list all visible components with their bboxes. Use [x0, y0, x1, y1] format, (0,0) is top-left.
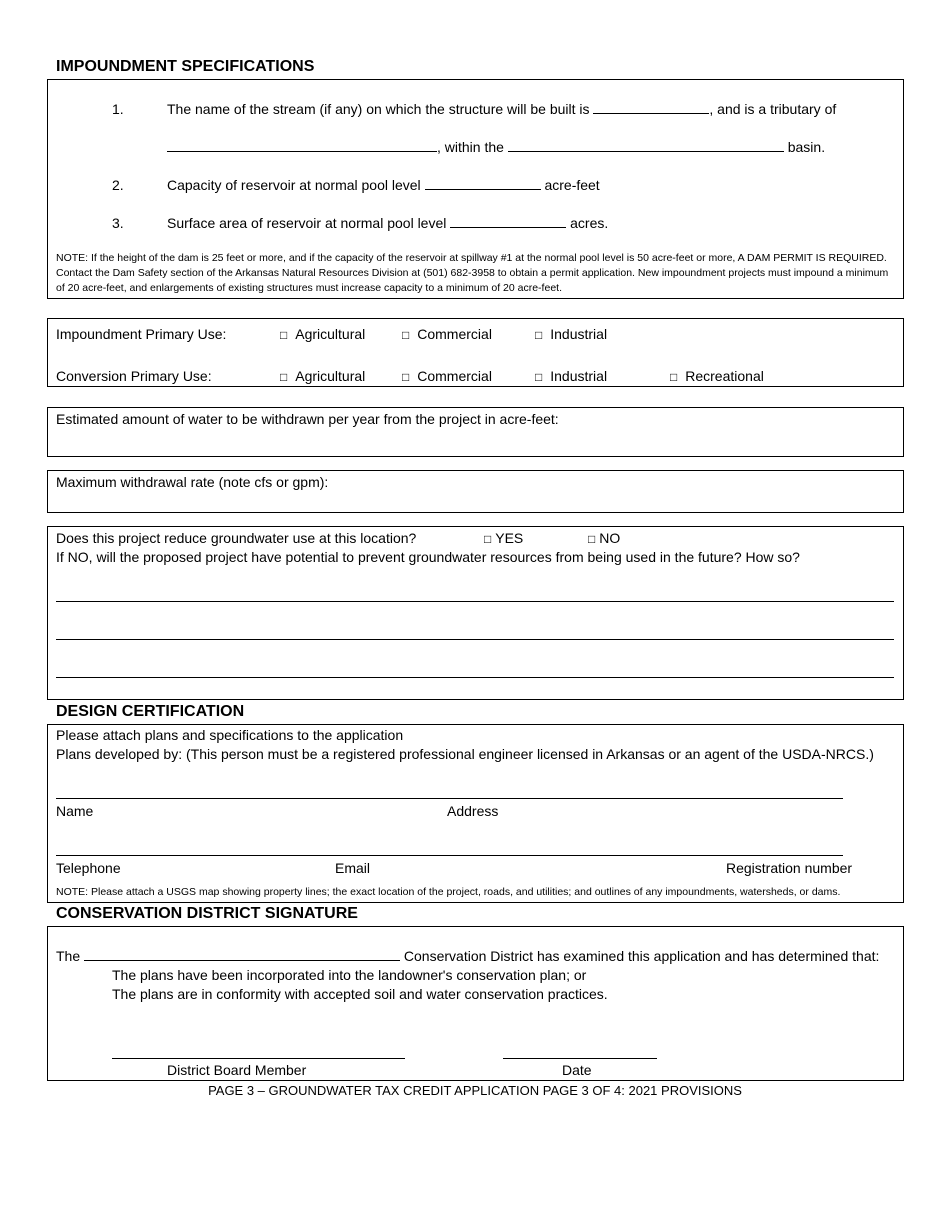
option-label: Agricultural: [295, 368, 366, 384]
answer-line[interactable]: [56, 677, 894, 678]
stream-name-field[interactable]: [593, 101, 709, 114]
checkbox-icon[interactable]: □: [588, 532, 596, 546]
determination-option-2: The plans are in conformity with accepted soil and water conservation practices.: [112, 986, 608, 1002]
district-name-field[interactable]: [84, 948, 400, 961]
basin-field[interactable]: [508, 139, 784, 152]
option-label: YES: [495, 530, 524, 546]
option-label: Commercial: [417, 326, 492, 342]
water-estimate-label: Estimated amount of water to be withdrawn per year from the project in acre-feet:: [56, 411, 559, 427]
design-certification-box: [47, 724, 904, 903]
primary-use-box: [47, 318, 904, 387]
capacity-field[interactable]: [425, 177, 541, 190]
impoundment-commercial-option[interactable]: [402, 326, 492, 342]
option-label: Industrial: [550, 326, 608, 342]
date-label: Date: [562, 1062, 592, 1078]
groundwater-question: Does this project reduce groundwater use at this location?: [56, 530, 417, 546]
checkbox-icon[interactable]: □: [670, 370, 678, 384]
groundwater-yes-option[interactable]: [484, 530, 523, 546]
district-statement: [56, 948, 879, 964]
option-label: Agricultural: [295, 326, 366, 342]
statement-the: The: [56, 948, 81, 964]
item3-number: 3.: [112, 215, 124, 231]
item1-number: 1.: [112, 101, 124, 117]
checkbox-icon[interactable]: □: [402, 328, 410, 342]
conversion-commercial-option[interactable]: [402, 368, 492, 384]
dam-permit-note: NOTE: If the height of the dam is 25 feet or more, and if the capacity of the reservoir at spillway #1 at the normal pool level is 50 acre-feet or more, A DAM PERMIT IS REQUIRED. Contact the Dam Safety section of the Arkansas Natural Resources Division at (501) 682-3958 to obtain a permit application. New impoundment projects must impound a minimum of 20 acre-feet, and enlargements of existing structures must increase capacity to a minimum of 20 acre-feet.: [56, 252, 889, 294]
item1-text-c: , within the: [437, 139, 504, 155]
groundwater-no-option[interactable]: [588, 530, 620, 546]
design-heading: DESIGN CERTIFICATION: [56, 703, 245, 720]
checkbox-icon[interactable]: □: [280, 370, 288, 384]
checkbox-icon[interactable]: □: [280, 328, 288, 342]
option-label: Commercial: [417, 368, 492, 384]
checkbox-icon[interactable]: □: [402, 370, 410, 384]
conversion-agricultural-option[interactable]: [280, 368, 365, 384]
answer-line[interactable]: [56, 601, 894, 602]
item2-line: [167, 177, 600, 193]
water-estimate-box[interactable]: [47, 407, 904, 457]
design-plans-developed-by: Plans developed by: (This person must be a registered professional engineer licensed in Arkansas or an agent of the USDA-NRCS.): [56, 746, 874, 762]
usgs-map-note: NOTE: Please attach a USGS map showing property lines; the exact location of the project, roads, and utilities; and outlines of any impoundments, watersheds, or dams.: [56, 886, 841, 898]
item1-text-b: , and is a tributary of: [709, 101, 837, 117]
signature-box: [47, 926, 904, 1081]
surface-area-field[interactable]: [450, 215, 566, 228]
registration-label: Registration number: [726, 860, 853, 876]
name-label: Name: [56, 803, 94, 819]
determination-option-1: The plans have been incorporated into the landowner's conservation plan; or: [112, 967, 587, 983]
impoundment-agricultural-option[interactable]: [280, 326, 365, 342]
signature-heading: CONSERVATION DISTRICT SIGNATURE: [56, 905, 358, 922]
statement-text: Conservation District has examined this application and has determined that:: [403, 948, 880, 964]
checkbox-icon[interactable]: □: [484, 532, 492, 546]
conversion-use-label: Conversion Primary Use:: [56, 368, 212, 384]
name-address-line[interactable]: [56, 798, 843, 799]
impoundment-heading: IMPOUNDMENT SPECIFICATIONS: [56, 58, 315, 75]
telephone-label: Telephone: [56, 860, 121, 876]
date-line[interactable]: [503, 1058, 657, 1059]
checkbox-icon[interactable]: □: [535, 370, 543, 384]
item3-line: [167, 215, 608, 231]
conversion-recreational-option[interactable]: [670, 368, 764, 384]
item3-text-a: Surface area of reservoir at normal pool level: [167, 215, 447, 231]
option-label: NO: [599, 530, 621, 546]
checkbox-icon[interactable]: □: [535, 328, 543, 342]
item1-line1: [167, 101, 836, 117]
board-member-signature-line[interactable]: [112, 1058, 405, 1059]
impoundment-industrial-option[interactable]: [535, 326, 607, 342]
board-member-label: District Board Member: [167, 1062, 307, 1078]
conversion-industrial-option[interactable]: [535, 368, 607, 384]
email-label: Email: [335, 860, 371, 876]
max-withdrawal-label: Maximum withdrawal rate (note cfs or gpm):: [56, 474, 329, 490]
groundwater-followup: If NO, will the proposed project have potential to prevent groundwater resources from being used in the future? How so?: [56, 549, 800, 565]
item2-number: 2.: [112, 177, 124, 193]
item1-text-a: The name of the stream (if any) on which the structure will be built is: [167, 101, 590, 117]
design-instruction: Please attach plans and specifications to the application: [56, 727, 404, 743]
item1-line2: [167, 139, 825, 155]
tributary-field[interactable]: [167, 139, 437, 152]
option-label: Industrial: [550, 368, 608, 384]
item2-text-a: Capacity of reservoir at normal pool level: [167, 177, 421, 193]
contact-line[interactable]: [56, 855, 843, 856]
page-footer: PAGE 3 – GROUNDWATER TAX CREDIT APPLICATION PAGE 3 OF 4: 2021 PROVISIONS: [208, 1083, 742, 1098]
groundwater-box: [47, 526, 904, 700]
item1-text-d: basin.: [787, 139, 826, 155]
item2-text-b: acre-feet: [544, 177, 600, 193]
impoundment-specifications-box: [47, 79, 904, 299]
answer-line[interactable]: [56, 639, 894, 640]
option-label: Recreational: [685, 368, 764, 384]
max-withdrawal-box[interactable]: [47, 470, 904, 513]
impoundment-use-label: Impoundment Primary Use:: [56, 326, 227, 342]
address-label: Address: [447, 803, 499, 819]
item3-text-b: acres.: [570, 215, 609, 231]
